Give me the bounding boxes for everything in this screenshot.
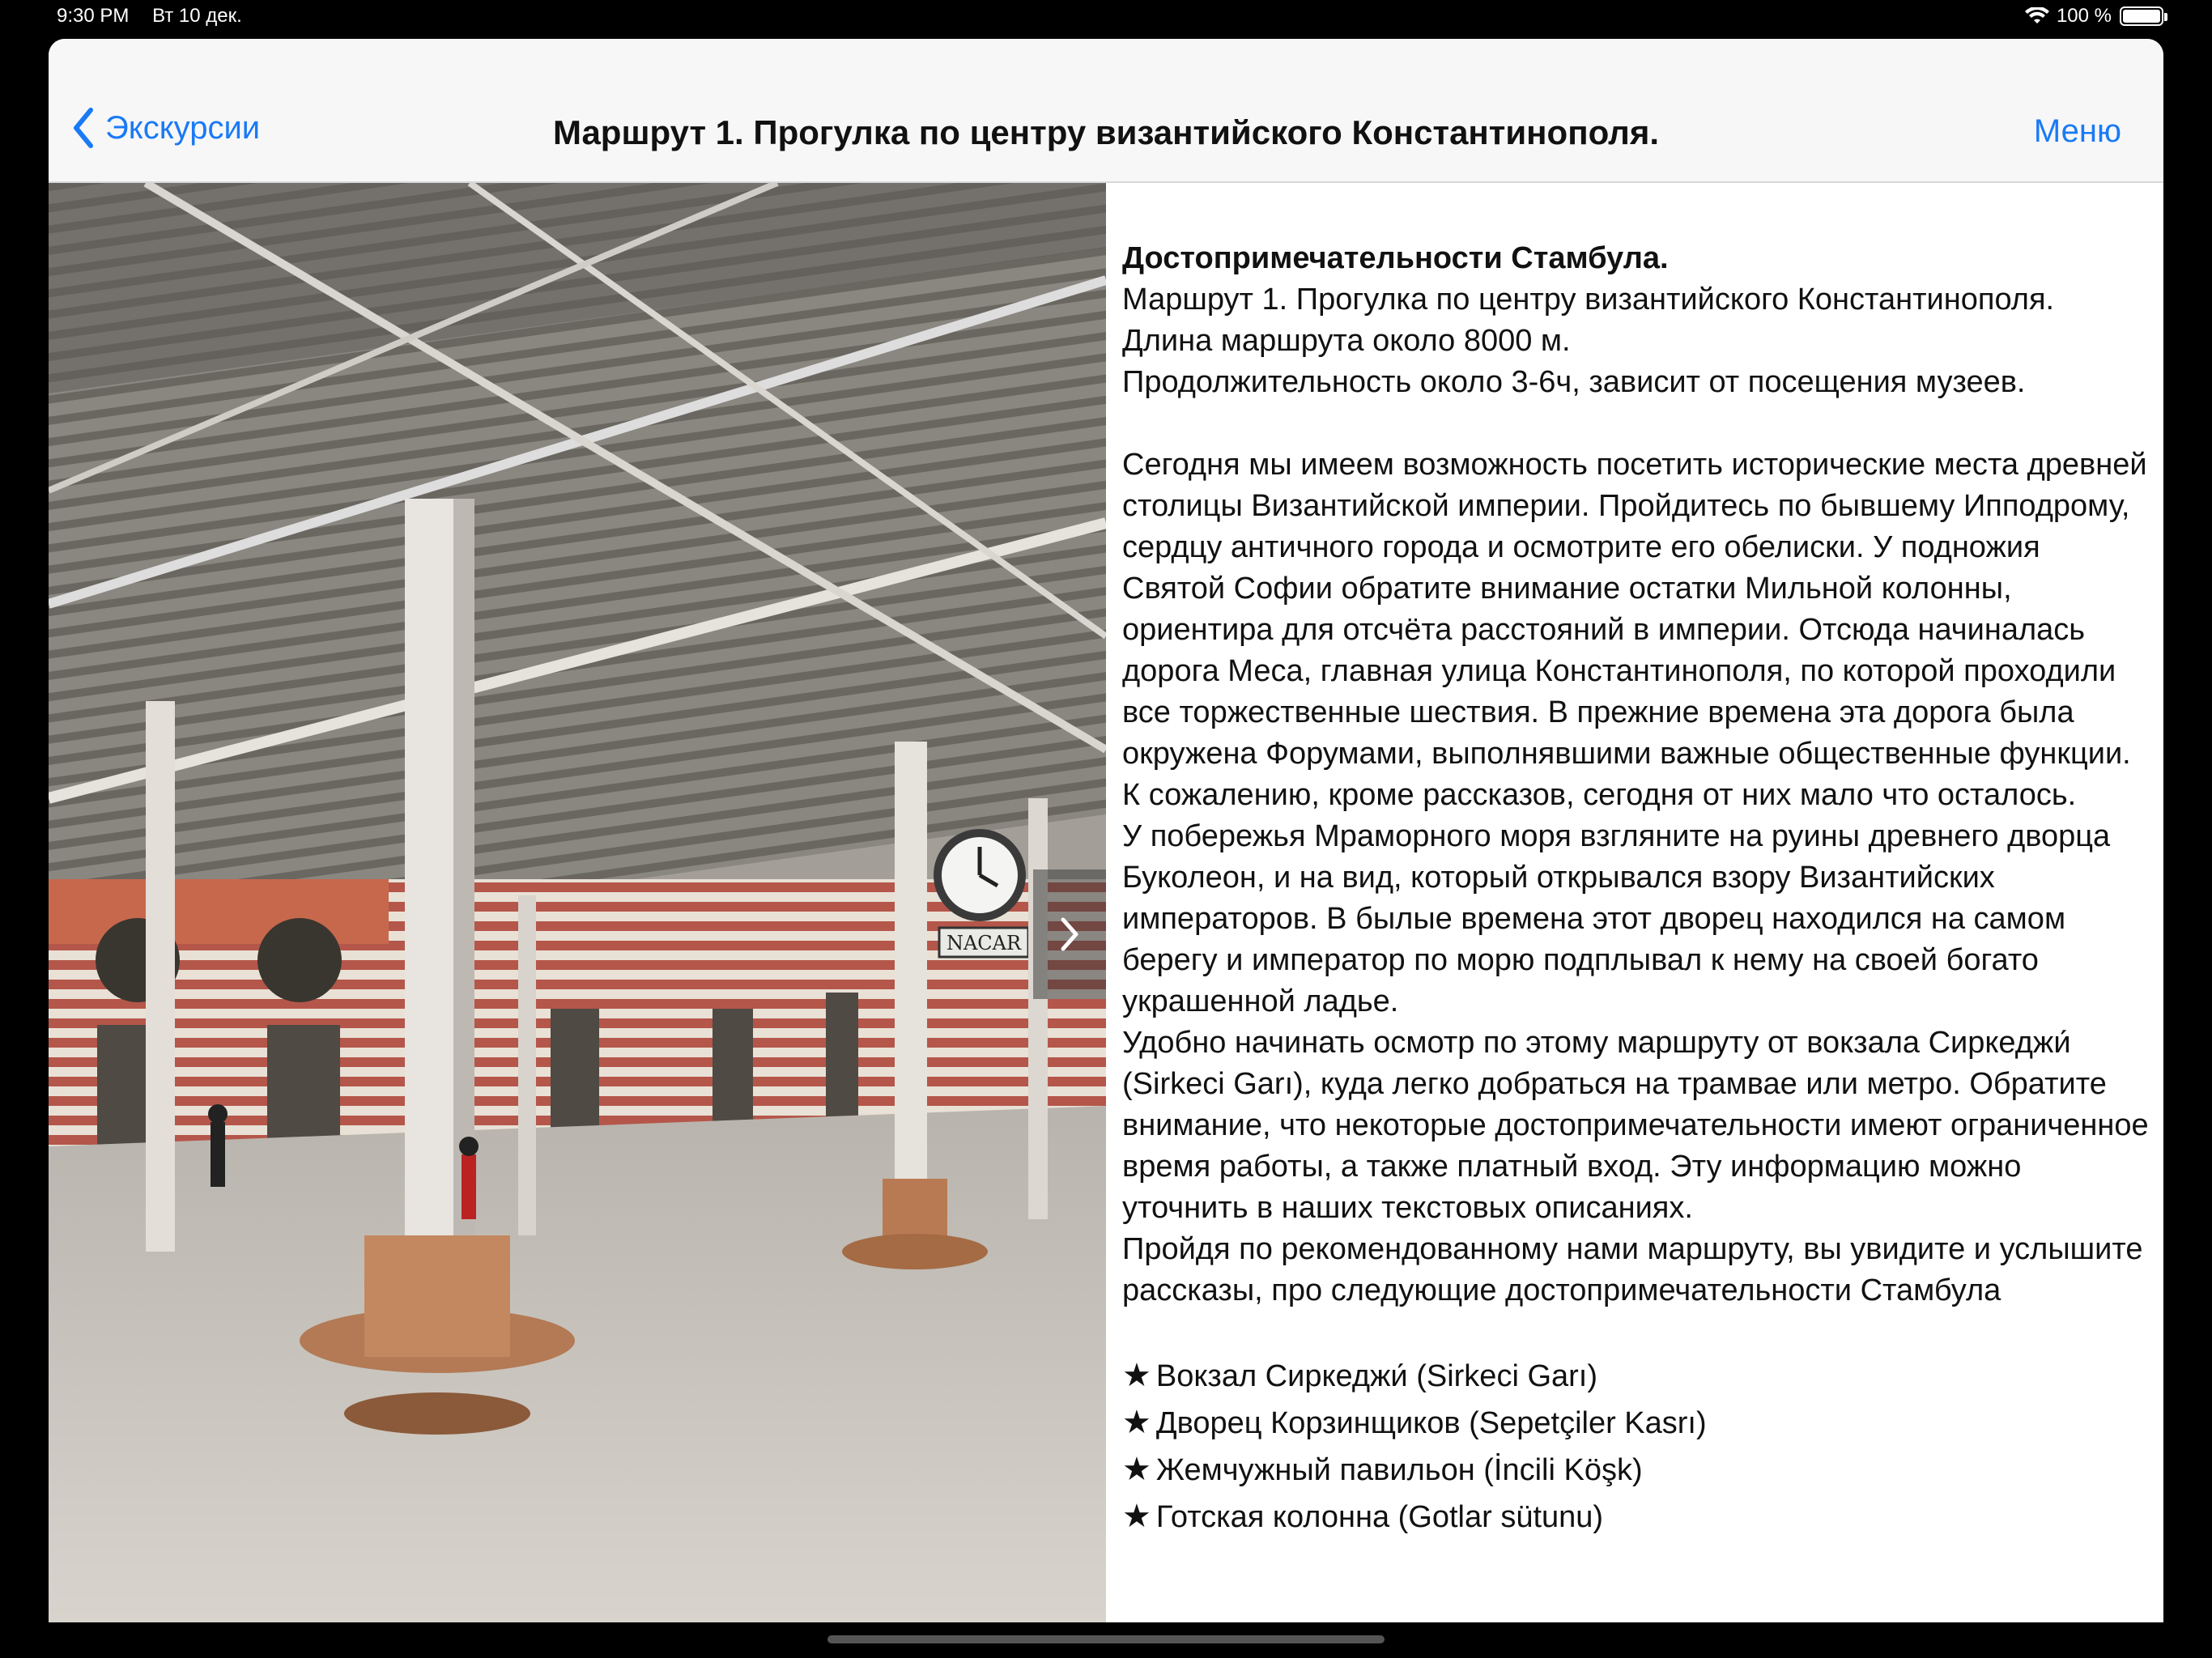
status-date: Вт 10 дек. bbox=[152, 5, 242, 27]
back-button-label: Экскурсии bbox=[105, 109, 261, 146]
status-time: 9:30 PM bbox=[57, 5, 130, 27]
chevron-right-icon bbox=[1059, 916, 1080, 952]
wifi-icon bbox=[2024, 7, 2050, 25]
next-photo-button[interactable] bbox=[1033, 869, 1106, 999]
sight-label: Готская колонна (Gotlar sütunu) bbox=[1155, 1500, 1604, 1534]
battery-icon bbox=[2120, 6, 2163, 26]
intro-line-length: Длина маршрута около 8000 м. bbox=[1122, 324, 1571, 358]
clock-sign-text: NACAR bbox=[946, 932, 1022, 954]
status-left bbox=[57, 5, 242, 28]
battery-fill bbox=[2123, 10, 2160, 23]
sight-label: Вокзал Сиркеджи́ (Sirkeci Garı) bbox=[1155, 1359, 1597, 1393]
status-right bbox=[2024, 5, 2163, 28]
sight-label: Жемчужный павильон (İncili Köşk) bbox=[1155, 1453, 1643, 1487]
home-indicator[interactable] bbox=[827, 1635, 1385, 1643]
list-item[interactable] bbox=[1122, 1493, 2150, 1540]
intro-line-route: Маршрут 1. Прогулка по центру византийского Константинополя. bbox=[1122, 283, 2055, 317]
intro-line-duration: Продолжительность около 3-6ч, зависит от посещения музеев. bbox=[1122, 365, 2026, 399]
star-icon: ★ bbox=[1122, 1452, 1151, 1487]
star-icon: ★ bbox=[1122, 1405, 1151, 1440]
paragraph-history: Сегодня мы имеем возможность посетить исторические места древней столицы Византийской империи. Пройдитесь по бывшему Ипподрому, сердцу античного города и осмотрите его обелиски. У подножия Святой Софии обратите внимание остатки Мильной колонны, ориентира для отсчёта расстояний в империи. Отсюда начиналась дорога Меса, главная улица Константинополя, по которой проходили все торжественные шествия. В прежние времена эта дорога была окружена Форумами, выполнявшими важные общественные функции. К сожалению, кроме рассказов, сегодня от них мало что осталось. bbox=[1122, 448, 2147, 812]
page-title: Маршрут 1. Прогулка по центру византийского Константинополя. bbox=[552, 113, 1660, 151]
menu-button[interactable]: Меню bbox=[2033, 113, 2121, 149]
sights-list bbox=[1122, 1352, 2150, 1540]
blank-line bbox=[1122, 403, 2150, 444]
battery-percent: 100 % bbox=[2056, 5, 2112, 27]
content-heading: Достопримечательности Стамбула. bbox=[1122, 241, 1669, 275]
station-photo bbox=[49, 183, 1106, 1622]
navigation-bar bbox=[49, 39, 2163, 183]
list-item[interactable] bbox=[1122, 1399, 2150, 1446]
paragraph-start: Удобно начинать осмотр по этому маршруту от вокзала Сиркеджи́ (Sirkeci Garı), куда легко добраться на трамвае или метро. Обратите внимание, что некоторые достопримечательности имеют ограниченное время работы, а также платный вход. Эту информацию можно уточнить в наших текстовых описаниях. bbox=[1122, 1026, 2149, 1225]
sight-label: Дворец Корзинщиков (Sepetçiler Kasrı) bbox=[1155, 1406, 1707, 1440]
status-bar bbox=[0, 0, 2212, 36]
star-icon: ★ bbox=[1122, 1358, 1151, 1393]
star-icon: ★ bbox=[1122, 1499, 1151, 1534]
paragraph-bukoleon: У побережья Мраморного моря взгляните на руины древнего дворца Буколеон, и на вид, который открывался взору Византийских императоров. В былые времена этот дворец находился на самом берегу и император по морю подплывал к нему на своей богато украшенной ладье. bbox=[1122, 819, 2111, 1018]
app-window bbox=[49, 39, 2163, 1622]
photo-gallery[interactable] bbox=[49, 183, 1106, 1622]
description-text[interactable] bbox=[1122, 183, 2150, 1622]
paragraph-sights-intro: Пройдя по рекомендованному нами маршруту, вы увидите и услышите рассказы, про следующие достопримечательности Стамбула bbox=[1122, 1232, 2143, 1307]
list-item[interactable] bbox=[1122, 1446, 2150, 1493]
list-item[interactable] bbox=[1122, 1352, 2150, 1399]
